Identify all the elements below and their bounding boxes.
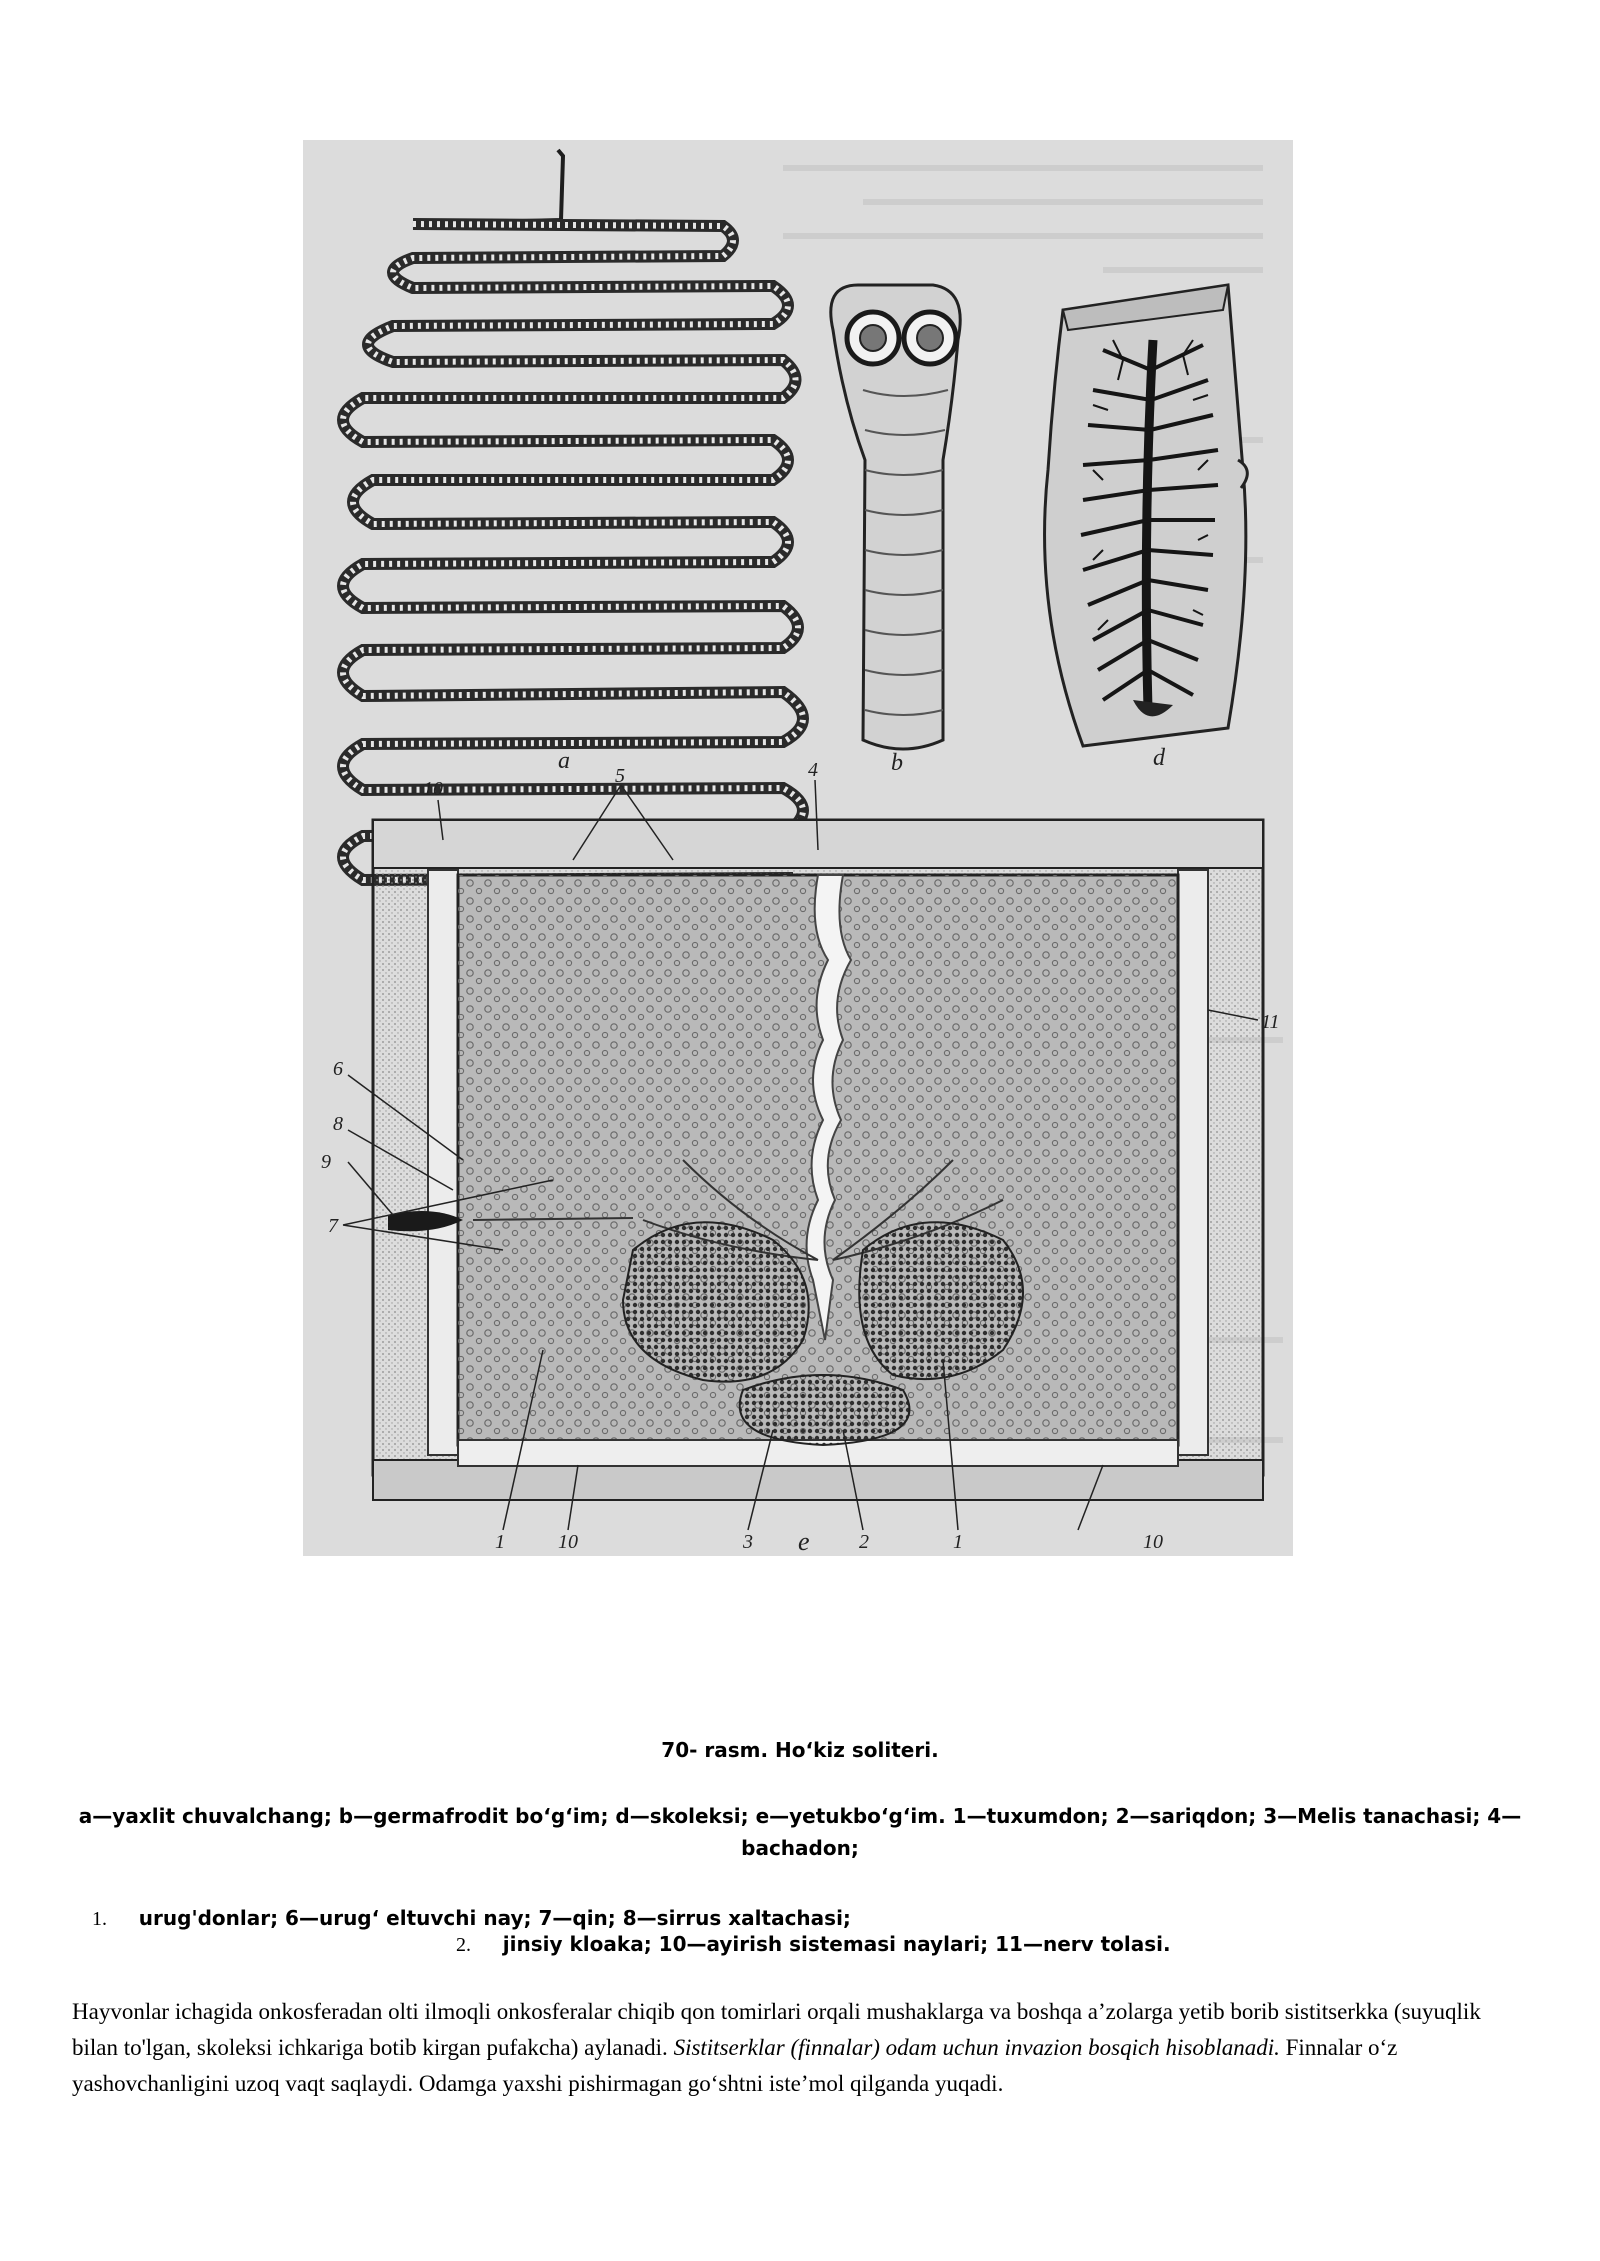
callout-1-left: 1 (495, 1531, 505, 1553)
callout-4: 4 (808, 759, 818, 781)
list-text: jinsiy kloaka; 10—ayirish sistemasi naylari; 11—nerv tolasi. (502, 1932, 1171, 1956)
sublabel-b: b (891, 750, 903, 776)
legend-list-item-1 (92, 1906, 851, 1931)
list-number: 2. (456, 1934, 471, 1956)
list-text: urug'donlar; 6—urug‘ eltuvchi nay; 7—qin; 8—sirrus xaltachasi; (138, 1906, 851, 1930)
callout-1-right: 1 (953, 1531, 963, 1553)
callout-10-right: 10 (1143, 1531, 1163, 1553)
mature-segment-drawing (373, 820, 1263, 1500)
body-text-start: Hayvonlar ichagida onkosferadan olti ilmoqli onkosferalar chiqib qon tomirlari orqali mushaklarga va boshqa a’zolarga yetib borib sistitserkka (suyuqlik bilan to'lgan, skoleksi ichkariga botib kirgan pufakcha) aylanadi. (72, 1999, 1481, 2060)
sublabel-d: d (1153, 745, 1165, 771)
callout-10-top: 10 (423, 778, 443, 800)
body-text-end: Finnalar o‘z yashovchanligini uzoq vaqt saqlaydi. Odamga yaxshi pishirmagan go‘shtni iste’mol qilganda yuqadi. (72, 2035, 1398, 2096)
list-number: 1. (92, 1908, 107, 1930)
callout-3: 3 (743, 1531, 753, 1553)
callout-5: 5 (615, 765, 625, 787)
callout-2: 2 (859, 1531, 869, 1553)
sublabel-a: a (558, 748, 570, 774)
scolex-drawing (831, 285, 960, 749)
legend-list-item-2 (456, 1932, 1171, 1957)
callout-6: 6 (333, 1058, 343, 1080)
body-text-italic: Sistitserklar (finnalar) odam uchun invazion bosqich hisoblanadi. (673, 2035, 1280, 2060)
callout-9: 9 (321, 1151, 331, 1173)
whole-worm-drawing (343, 150, 803, 880)
callout-8: 8 (333, 1113, 343, 1135)
sublabel-e: e (798, 1527, 810, 1556)
callout-11: 11 (1261, 1011, 1280, 1033)
callout-7: 7 (328, 1215, 338, 1237)
figure-caption-legend: a—yaxlit chuvalchang; b—germafrodit bo‘g‘im; d—skoleksi; e—yetukbo‘g‘im. 1—tuxumdon; 2—sariqdon; 3—Melis tanachasi; 4—bachadon; (78, 1804, 1522, 1860)
body-paragraph (72, 1994, 1532, 2102)
gravid-segment-drawing (1045, 285, 1248, 746)
tapeworm-figure (303, 140, 1293, 1556)
figure-caption-title: 70- rasm. Ho‘kiz soliteri. (661, 1738, 939, 1762)
callout-10-bottom: 10 (558, 1531, 578, 1553)
